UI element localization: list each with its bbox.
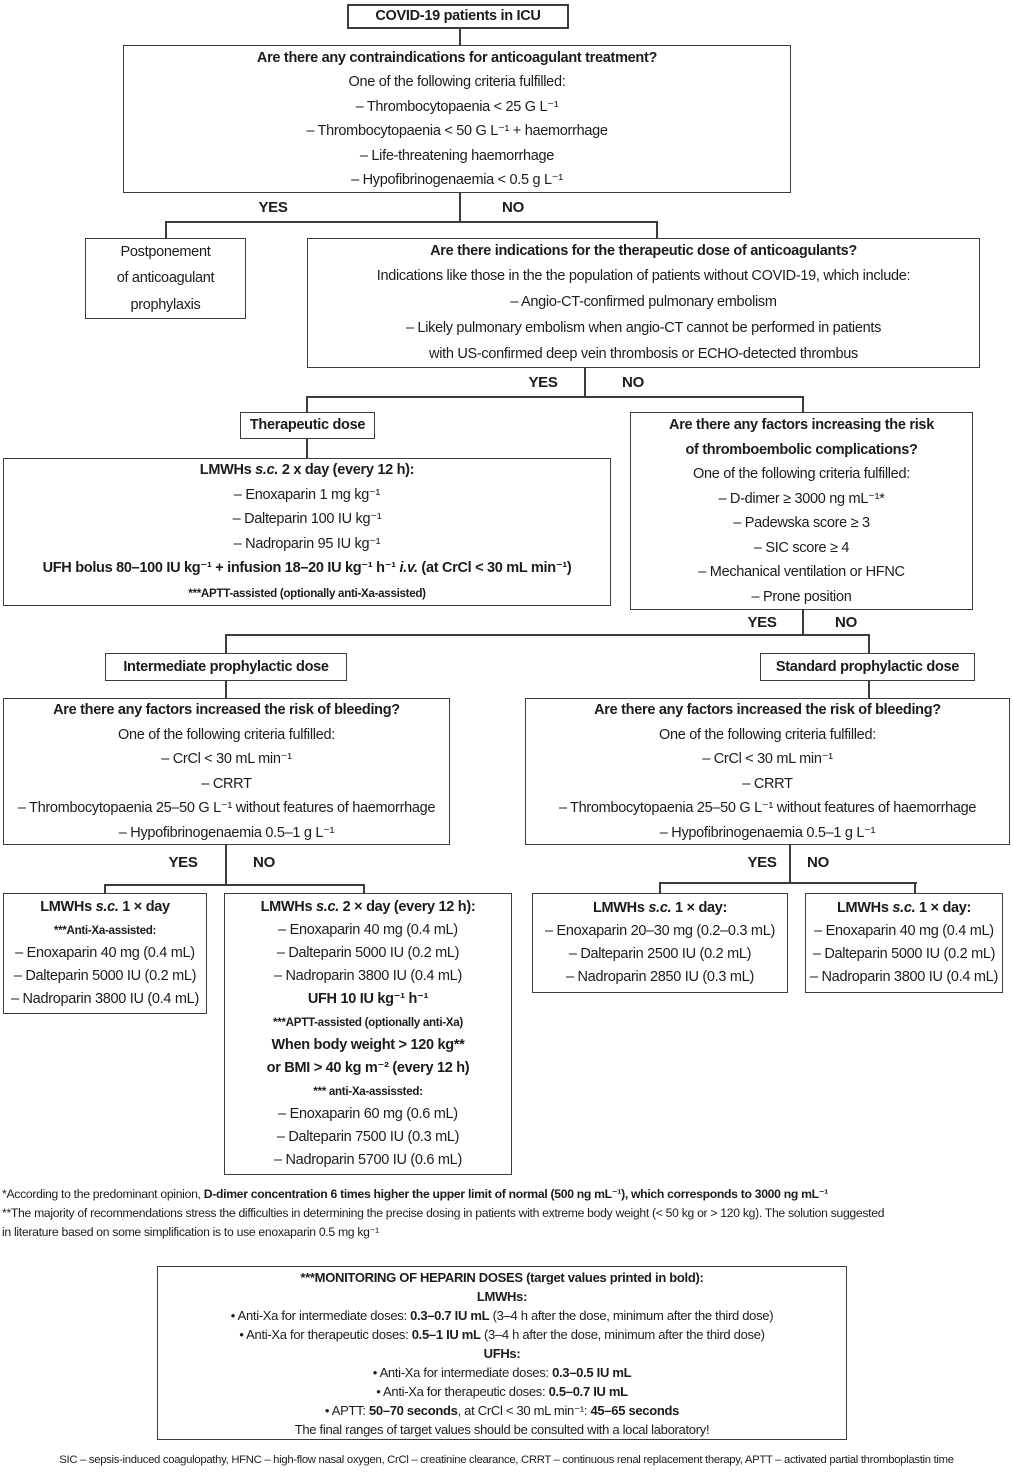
edge-branch4-horizontal (104, 884, 365, 886)
edge-therapeutic-to-regimen (306, 439, 308, 458)
node-therapeutic-indications-question: Are there indications for the therapeutic dose of anticoagulants? Indications like those in the the population of patients without COVID-19, which include: – Angio-CT-confirmed pulmonary embolism – Likely pulmonary embolism when angio-CT cannot be performed in patients with US-confirmed deep vein thrombosis or ECHO-detected thrombus (307, 238, 980, 368)
node-contraindications-question: Are there any contraindications for anticoagulant treatment? One of the following criteria fulfilled: – Thrombocytopaenia < 25 G L⁻¹ – Thrombocytopaenia < 50 G L⁻¹ + haemorrhage – Life-threatening haemorrhage – Hypofibrinogenaemia < 0.5 g L⁻¹ (123, 45, 791, 193)
node-bleeding-risk-question-left: Are there any factors increased the risk of bleeding? One of the following criteria fulfilled: – CrCl < 30 mL min⁻¹ – CRRT – Thrombocytopaenia 25–50 G L⁻¹ without features of haemorrhage – Hypofibrinogenaemia 0.5–1 g L⁻¹ (3, 698, 450, 845)
edge-bleeding-left-to-branch4 (225, 845, 227, 886)
branch5-no-label: NO (807, 854, 829, 871)
node-dose-standard-full: LMWHs s.c. 1 × day: – Enoxaparin 40 mg (0.4 mL) – Dalteparin 5000 IU (0.2 mL) – Nadroparin 3800 IU (0.4 mL) (805, 893, 1003, 993)
edge-branch1-horizontal (165, 221, 658, 223)
edge-branch3-horizontal (225, 634, 870, 636)
edge-branch4-to-dose2 (363, 884, 365, 893)
node-dose-intermediate-once-daily: LMWHs s.c. 1 × day ***Anti-Xa-assisted: – Enoxaparin 40 mg (0.4 mL) – Dalteparin 5000 IU (0.2 mL) – Nadroparin 3800 IU (0.4 mL) (3, 893, 207, 1014)
edge-thromboembolic-to-branch3 (802, 610, 804, 636)
edge-root-to-contraindications (459, 29, 461, 45)
edge-intermediate-to-bleeding-left (225, 681, 227, 698)
node-dose-intermediate-twice-daily: LMWHs s.c. 2 × day (every 12 h): – Enoxaparin 40 mg (0.4 mL) – Dalteparin 5000 IU (0.2 mL) – Nadroparin 3800 IU (0.4 mL) UFH 10 IU kg⁻¹ h⁻¹ ***APTT-assisted (optionally anti-Xa) When body weight > 120 kg** or BMI > 40 kg m⁻² (every 12 h) *** anti-Xa-assissted: – Enoxaparin 60 mg (0.6 mL) – Dalteparin 7500 IU (0.3 mL) – Nadroparin 5700 IU (0.6 mL) (224, 893, 512, 1175)
node-dose-standard-reduced: LMWHs s.c. 1 × day: – Enoxaparin 20–30 mg (0.2–0.3 mL) – Dalteparin 2500 IU (0.2 mL) – Nadroparin 2850 IU (0.3 mL) (532, 893, 788, 993)
branch3-yes-label: YES (747, 614, 777, 631)
node-postponement: Postponement of anticoagulant prophylaxis (85, 238, 246, 319)
edge-branch5-horizontal (659, 882, 917, 884)
footnotes: *According to the predominant opinion, D-dimer concentration 6 times higher the upper limit of normal (500 ng mL⁻¹), which corresponds to 3000 ng mL⁻¹ **The majority of recommendations stress the difficulties in determining the precise dosing in patients with extreme body weight (< 50 kg or > 120 kg). The solution suggested in literature based on some simplification is to use enoxaparin 0.5 mg kg⁻¹ (2, 1187, 885, 1239)
edge-branch3-to-standard (868, 634, 870, 653)
branch2-no-label: NO (622, 374, 644, 391)
edge-standard-to-bleeding-right (868, 681, 870, 698)
node-therapeutic-dose-label: Therapeutic dose (240, 412, 375, 439)
edge-branch5-to-dose4 (914, 882, 916, 893)
node-standard-dose-label: Standard prophylactic dose (760, 653, 975, 681)
node-therapeutic-regimen: LMWHs s.c. 2 x day (every 12 h): – Enoxaparin 1 mg kg⁻¹ – Dalteparin 100 IU kg⁻¹ – Nadroparin 95 IU kg⁻¹ UFH bolus 80–100 IU kg⁻¹ + infusion 18–20 IU kg⁻¹ h⁻¹ i.v. (at CrCl < 30 mL min⁻¹) ***APTT-assisted (optionally anti-Xa-assisted) (3, 458, 611, 606)
edge-bleeding-right-to-branch5 (789, 845, 791, 884)
edge-branch5-to-dose3 (659, 882, 661, 893)
node-bleeding-risk-question-right: Are there any factors increased the risk of bleeding? One of the following criteria fulfilled: – CrCl < 30 mL min⁻¹ – CRRT – Thrombocytopaenia 25–50 G L⁻¹ without features of haemorrhage – Hypofibrinogenaemia 0.5–1 g L⁻¹ (525, 698, 1010, 845)
edge-branch4-to-dose1 (104, 884, 106, 893)
branch1-no-label: NO (502, 199, 524, 216)
edge-branch2-horizontal (306, 396, 804, 398)
branch4-no-label: NO (253, 854, 275, 871)
edge-branch2-to-therapeutic (306, 396, 308, 412)
branch5-yes-label: YES (747, 854, 777, 871)
edge-branch1-to-indications (656, 221, 658, 238)
node-covid-icu-root: COVID-19 patients in ICU (347, 4, 569, 29)
node-heparin-monitoring: ***MONITORING OF HEPARIN DOSES (target values printed in bold): LMWHs: • Anti-Xa for intermediate doses: 0.3–0.7 IU mL (3–4 h after the dose, minimum after the third dose) • Anti-Xa for therapeutic doses: 0.5–1 IU mL (3–4 h after the dose, minimum after the third dose) UFHs: • Anti-Xa for intermediate doses: 0.3–0.5 IU mL • Anti-Xa for therapeutic doses: 0.5–0.7 IU mL • APTT: 50–70 seconds, at CrCl < 30 mL min⁻¹: 45–65 seconds The final ranges of target values should be consulted with a local laboratory! (157, 1266, 847, 1440)
edge-branch2-to-thromboembolic (802, 396, 804, 412)
node-thromboembolic-risk-question: Are there any factors increasing the risk of thromboembolic complications? One of the following criteria fulfilled: – D-dimer ≥ 3000 ng mL⁻¹* – Padewska score ≥ 3 – SIC score ≥ 4 – Mechanical ventilation or HFNC – Prone position (630, 412, 973, 610)
branch1-yes-label: YES (258, 199, 288, 216)
branch2-yes-label: YES (528, 374, 558, 391)
edge-indications-to-branch2 (584, 368, 586, 398)
branch4-yes-label: YES (168, 854, 198, 871)
edge-contraindications-to-branch1 (459, 193, 461, 223)
abbreviations-legend: SIC – sepsis-induced coagulopathy, HFNC – high-flow nasal oxygen, CrCl – creatinine clearance, CRRT – continuous renal replacement therapy, APTT – activated partial thromboplastin time (59, 1454, 954, 1466)
node-intermediate-dose-label: Intermediate prophylactic dose (105, 653, 347, 681)
edge-branch1-to-postponement (165, 221, 167, 238)
edge-branch3-to-intermediate (225, 634, 227, 653)
branch3-no-label: NO (835, 614, 857, 631)
